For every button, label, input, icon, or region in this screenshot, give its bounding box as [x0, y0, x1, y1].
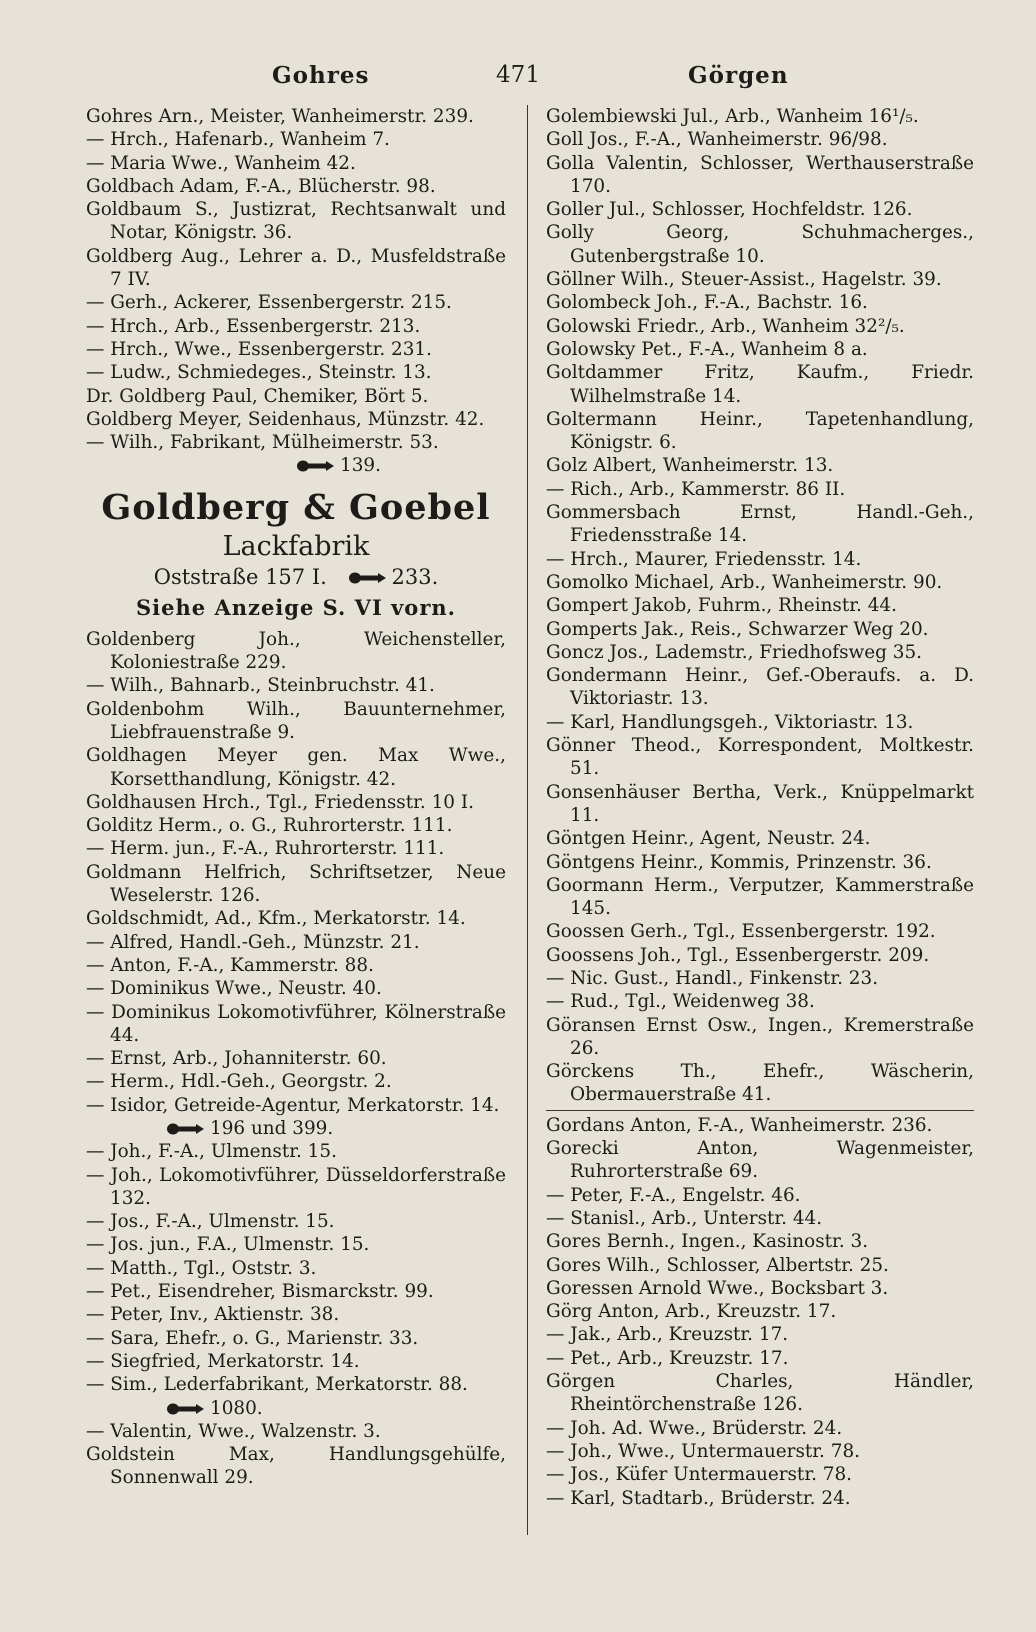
directory-entry: — Gerh., Ackerer, Essenbergerstr. 215.	[86, 292, 452, 314]
directory-entry: Golowski Friedr., Arb., Wanheim 32²/₅.	[546, 315, 905, 337]
directory-entry: Göransen Ernst Osw., Ingen., Kremerstraße 26.	[546, 1014, 974, 1059]
directory-entry: Golombeck Joh., F.-A., Bachstr. 16.	[546, 292, 868, 314]
telephone-icon	[296, 459, 336, 473]
directory-entry: Goormann Herm., Verputzer, Kammerstraße 145.	[546, 874, 974, 920]
directory-entry: — Anton, F.-A., Kammerstr. 88.	[86, 954, 374, 976]
directory-entry: Göntgens Heinr., Kommis, Prinzenstr. 36.	[546, 851, 932, 873]
directory-entry: — Matth., Tgl., Oststr. 3.	[86, 1257, 317, 1279]
directory-entry: — Pet., Eisendreher, Bismarckstr. 99.	[86, 1281, 434, 1303]
directory-entry: Goossen Gerh., Tgl., Essenbergerstr. 192.	[546, 921, 936, 943]
directory-entry: — Karl, Stadtarb., Brüderstr. 24.	[546, 1487, 851, 1509]
directory-entry: Goldberg Meyer, Seidenhaus, Münzstr. 42.	[86, 408, 485, 430]
directory-entry: Goldenbohm Wilh., Bauunternehmer, Liebfrauenstraße 9.	[86, 698, 506, 743]
directory-entry: Gonsenhäuser Bertha, Verk., Knüppelmarkt 11.	[546, 781, 974, 826]
phone-line	[86, 1117, 506, 1140]
directory-entry: Goldenberg Joh., Weichensteller, Koloniestraße 229.	[86, 628, 506, 674]
right-column	[546, 105, 974, 1510]
directory-entry: — Peter, F.-A., Engelstr. 46.	[546, 1184, 801, 1206]
directory-entry: Gordans Anton, F.-A., Wanheimerstr. 236.	[546, 1114, 933, 1136]
left-entries-tail	[86, 1140, 506, 1396]
directory-entry: — Jos. jun., F.A., Ulmenstr. 15.	[86, 1234, 370, 1256]
right-entries-a	[546, 105, 974, 1107]
directory-entry: — Dominikus Wwe., Neustr. 40.	[86, 978, 382, 1000]
directory-entry: Golly Georg, Schuhmacherges., Gutenbergstraße 10.	[546, 222, 974, 267]
phone-number: 139.	[340, 455, 381, 477]
directory-entry: — Siegfried, Merkatorstr. 14.	[86, 1350, 360, 1372]
directory-entry: — Herm., Hdl.-Geh., Georgstr. 2.	[86, 1071, 392, 1093]
right-entries-b	[546, 1114, 974, 1510]
directory-entry: Golla Valentin, Schlosser, Werthauserstraße 170.	[546, 152, 974, 197]
directory-entry: Gommersbach Ernst, Handl.-Geh., Friedensstraße 14.	[546, 502, 974, 547]
directory-entry: — Valentin, Wwe., Walzenstr. 3.	[86, 1420, 381, 1442]
directory-entry: Gores Bernh., Ingen., Kasinostr. 3.	[546, 1231, 869, 1253]
directory-entry: Gores Wilh., Schlosser, Albertstr. 25.	[546, 1254, 889, 1276]
ad-note: Siehe Anzeige S. VI vorn.	[136, 594, 456, 620]
directory-entry: — Ludw., Schmiedeges., Steinstr. 13.	[86, 362, 432, 384]
ad-title: Goldberg & Goebel	[101, 486, 491, 528]
directory-entry: Goldbaum S., Justizrat, Rechtsanwalt und Notar, Königstr. 36.	[86, 199, 506, 244]
phone-number: 1080.	[210, 1397, 263, 1419]
left-column	[86, 105, 506, 1490]
directory-entry: — Hrch., Hafenarb., Wanheim 7.	[86, 129, 390, 151]
directory-entry: — Peter, Inv., Aktienstr. 38.	[86, 1304, 340, 1326]
directory-entry: Goossens Joh., Tgl., Essenbergerstr. 209.	[546, 944, 930, 966]
directory-entry: Görgen Charles, Händler, Rheintörchenstraße 126.	[546, 1371, 974, 1416]
directory-entry: Gompert Jakob, Fuhrm., Rheinstr. 44.	[546, 595, 897, 617]
directory-entry: — Jak., Arb., Kreuzstr. 17.	[546, 1324, 789, 1346]
directory-entry: — Hrch., Maurer, Friedensstr. 14.	[546, 548, 862, 570]
directory-entry: — Stanisl., Arb., Unterstr. 44.	[546, 1207, 823, 1229]
header-right-keyword: Görgen	[688, 62, 789, 89]
directory-entry: — Dominikus Lokomotivführer, Kölnerstraße 44.	[86, 1001, 506, 1046]
column-divider	[527, 105, 528, 1535]
directory-entry: — Sara, Ehefr., o. G., Marienstr. 33.	[86, 1327, 419, 1349]
advertisement	[86, 484, 506, 624]
directory-entry: Goldbach Adam, F.-A., Blücherstr. 98.	[86, 175, 436, 197]
directory-entry: — Ernst, Arb., Johanniterstr. 60.	[86, 1048, 387, 1070]
directory-entry: Gomperts Jak., Reis., Schwarzer Weg 20.	[546, 618, 929, 640]
directory-entry: — Jos., F.-A., Ulmenstr. 15.	[86, 1211, 335, 1233]
telephone-icon	[166, 1402, 206, 1416]
directory-entry: Göntgen Heinr., Agent, Neustr. 24.	[546, 828, 871, 850]
directory-entry: Golditz Herm., o. G., Ruhrorterstr. 111.	[86, 815, 453, 837]
directory-entry: — Rud., Tgl., Weidenweg 38.	[546, 991, 815, 1013]
directory-entry: Goldberg Aug., Lehrer a. D., Musfeldstraße 7 IV.	[86, 245, 506, 291]
directory-entry: Goncz Jos., Lademstr., Friedhofsweg 35.	[546, 641, 923, 663]
directory-entry: Goressen Arnold Wwe., Bocksbart 3.	[546, 1277, 889, 1299]
telephone-icon	[348, 571, 388, 585]
directory-entry: — Joh. Ad. Wwe., Brüderstr. 24.	[546, 1417, 843, 1439]
page-header	[60, 62, 976, 94]
directory-entry: Gondermann Heinr., Gef.-Oberaufs. a. D. Viktoriastr. 13.	[546, 665, 974, 710]
page-number: 471	[496, 62, 540, 88]
directory-entry: — Joh., Lokomotivführer, Düsseldorferstraße 132.	[86, 1164, 506, 1209]
directory-entry: Goll Jos., F.-A., Wanheimerstr. 96/98.	[546, 129, 888, 151]
directory-entry: — Karl, Handlungsgeh., Viktoriastr. 13.	[546, 711, 914, 733]
directory-entry: Goller Jul., Schlosser, Hochfeldstr. 126.	[546, 199, 913, 221]
directory-entry: Görckens Th., Ehefr., Wäscherin, Obermauerstraße 41.	[546, 1061, 974, 1106]
ad-subtitle: Lackfabrik	[222, 530, 370, 562]
phone-number: 196 und 399.	[210, 1117, 334, 1139]
phone-line	[86, 1397, 506, 1420]
directory-entry: Gomolko Michael, Arb., Wanheimerstr. 90.	[546, 571, 943, 593]
directory-entry: Goldhagen Meyer gen. Max Wwe., Korsetthandlung, Königstr. 42.	[86, 745, 506, 790]
directory-entry: Göllner Wilh., Steuer-Assist., Hagelstr. 39.	[546, 269, 942, 291]
directory-entry: Gönner Theod., Korrespondent, Moltkestr. 51.	[546, 735, 974, 780]
left-entries-top	[86, 105, 506, 454]
directory-entry: Görg Anton, Arb., Kreuzstr. 17.	[546, 1301, 837, 1323]
directory-entry: — Jos., Küfer Untermauerstr. 78.	[546, 1464, 853, 1486]
directory-entry: — Hrch., Wwe., Essenbergerstr. 231.	[86, 338, 432, 360]
directory-entry: — Pet., Arb., Kreuzstr. 17.	[546, 1347, 789, 1369]
directory-entry: — Isidor, Getreide-Agentur, Merkatorstr. 14.	[86, 1094, 500, 1116]
directory-entry: Goldhausen Hrch., Tgl., Friedensstr. 10 I.	[86, 791, 474, 813]
telephone-icon	[166, 1122, 206, 1136]
directory-entry: Goldschmidt, Ad., Kfm., Merkatorstr. 14.	[86, 908, 466, 930]
directory-entry: — Maria Wwe., Wanheim 42.	[86, 152, 356, 174]
directory-entry: Gorecki Anton, Wagenmeister, Ruhrorterstraße 69.	[546, 1138, 974, 1183]
directory-entry: Gohres Arn., Meister, Wanheimerstr. 239.	[86, 106, 474, 127]
directory-entry: Goltermann Heinr., Tapetenhandlung, Königstr. 6.	[546, 408, 974, 454]
directory-entry: — Rich., Arb., Kammerstr. 86 II.	[546, 478, 846, 500]
directory-entry: Golembiewski Jul., Arb., Wanheim 16¹/₅.	[546, 106, 919, 127]
directory-entry: — Wilh., Bahnarb., Steinbruchstr. 41.	[86, 675, 435, 697]
phone-line	[86, 454, 506, 477]
left-entries-end	[86, 1420, 506, 1490]
directory-entry: Golowsky Pet., F.-A., Wanheim 8 a.	[546, 338, 868, 360]
directory-entry: Dr. Goldberg Paul, Chemiker, Bört 5.	[86, 385, 429, 407]
left-entries-bottom	[86, 628, 506, 1117]
directory-entry: — Wilh., Fabrikant, Mülheimerstr. 53.	[86, 432, 439, 454]
directory-entry: — Herm. jun., F.-A., Ruhrorterstr. 111.	[86, 838, 445, 860]
ad-address-line	[86, 562, 506, 592]
directory-entry: — Sim., Lederfabrikant, Merkatorstr. 88.	[86, 1374, 468, 1396]
directory-entry: Goltdammer Fritz, Kaufm., Friedr. Wilhelmstraße 14.	[546, 362, 974, 407]
directory-entry: Goldstein Max, Handlungsgehülfe, Sonnenwall 29.	[86, 1444, 506, 1489]
header-left-keyword: Gohres	[272, 62, 370, 89]
directory-entry: — Joh., Wwe., Untermauerstr. 78.	[546, 1440, 860, 1462]
directory-entry: — Joh., F.-A., Ulmenstr. 15.	[86, 1141, 337, 1163]
directory-entry: — Nic. Gust., Handl., Finkenstr. 23.	[546, 967, 879, 989]
directory-entry: Golz Albert, Wanheimerstr. 13.	[546, 455, 834, 477]
directory-entry: — Alfred, Handl.-Geh., Münzstr. 21.	[86, 931, 420, 953]
ad-address: Oststraße 157 I.	[153, 564, 327, 589]
directory-entry: — Hrch., Arb., Essenbergerstr. 213.	[86, 315, 421, 337]
directory-entry: Goldmann Helfrich, Schriftsetzer, Neue Weselerstr. 126.	[86, 861, 506, 907]
section-rule	[546, 1110, 974, 1111]
ad-phone: 233.	[391, 564, 439, 589]
